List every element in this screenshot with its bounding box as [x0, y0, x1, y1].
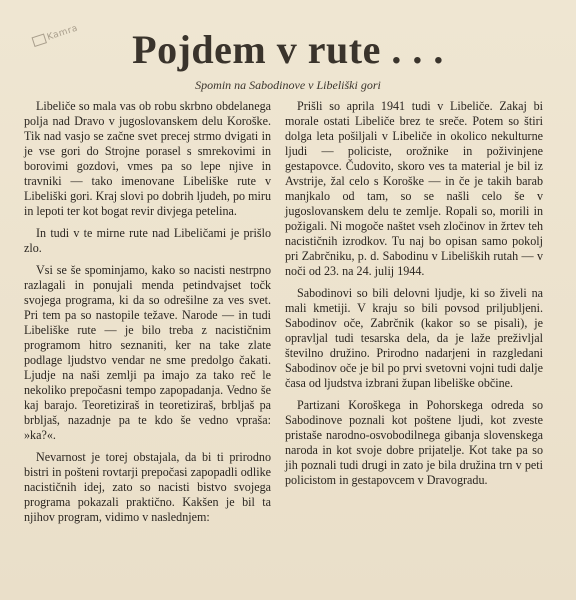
left-paragraph-4: Nevarnost je torej obstajala, da bi ti prirodno bistri in pošteni rovtarji prepočasi zapopadli odlike nacističnih idej, zato so nacisti bistvo svojega programa pokazali praktično. Kakšen je bil ta njihov program, vidimo v naslednjem:	[24, 450, 271, 524]
left-paragraph-2: In tudi v te mirne rute nad Libeličami je prišlo zlo.	[24, 226, 271, 255]
watermark-text: Kamra	[45, 23, 80, 43]
left-column	[24, 99, 271, 532]
left-paragraph-1: Libeliče so mala vas ob robu skrbno obdelanega polja nad Dravo v jugoslovanskem delu Koroške. Tik nad vasjo se začne svet precej strmo dvigati in je vse gori do Strojne porasel s smrekovimi in borovimi gozdovi, vmes pa so lepe njive in travniki — tako imenovane Libeliške rute v Libeliški gori. Kraj slovi po dobrih ljudeh, po miru in lepoti ter kot bogat revir divjega petelina.	[24, 99, 271, 218]
article-title: Pojdem v rute . . .	[132, 27, 444, 72]
right-column	[285, 99, 543, 495]
right-paragraph-2: Sabodinovi so bili delovni ljudje, ki so živeli na mali kmetiji. V kraju so bili povsod priljubljeni. Sabodinov oče, Zabrčnik (kakor so se pisali), je opravljal tudi tesarska dela, da je laže preživljal številno družino. Prirodno nadarjeni in razgledani Sabodinov oče je bil po prvi svetovni vojni tudi dalje časa od ljudstva izbrani župan libeliške občine.	[285, 286, 543, 390]
left-paragraph-3: Vsi se še spominjamo, kako so nacisti nestrpno razlagali in ponujali menda petindvajset točk svojega programa, ki da so odrešilne za ves svet. Pri tem pa so nastopile težave. Narode — in tudi Libeliške rute — je bilo treba z nacističnim programom hitro seznaniti, ker na take zlate podlage ljudstvo vendar ne sme predolgo čakati. Ljudje na naši zemlji pa imajo za tako reč le nekoliko prepočasni tempo zapopadanja. Vedno še kaj barajo. Teoretiziraš in teoretiziraš, brbljaš pa brbljaš, nazadnje pa te kdo še vedno vpraša: »ka?«.	[24, 263, 271, 442]
right-paragraph-3: Partizani Koroškega in Pohorskega odreda so Sabodinove poznali kot poštene ljudi, kot zveste pristaše narodno-osvobodilnega gibanja slovenskega naroda in kot svoje dobre prijatelje. Kot take pa so jih poznali tudi drugi in zato je bila družina trn v peti policistom in gestapovcem v Dravogradu.	[285, 398, 543, 487]
right-paragraph-1: Prišli so aprila 1941 tudi v Libeliče. Zakaj bi morale ostati Libeliče brez te sreče. Potem so štiri dolga leta pošiljali v Libeliče in okolico nekulturne ljudi — policiste, orožnike in poživinjene gestapovce. Čudovito, skoro ves ta material je bil iz Avstrije, žal celo s Koroške — in če je takih barab manjkalo od tam, so se našli celo še v jugoslovanskem delu te zemlje. Ropali so, morili in požigali. Ni mogoče naštet vseh zločinov in žrtev teh nacističnih izrodkov. Tu naj bo opisan samo pokolj pri Zabrčniku, p. d. Sabodinu v Libeliških rutah — v noči od 23. na 24. julij 1944.	[285, 99, 543, 278]
article-subtitle: Spomin na Sabodinove v Libeliški gori	[195, 78, 381, 92]
